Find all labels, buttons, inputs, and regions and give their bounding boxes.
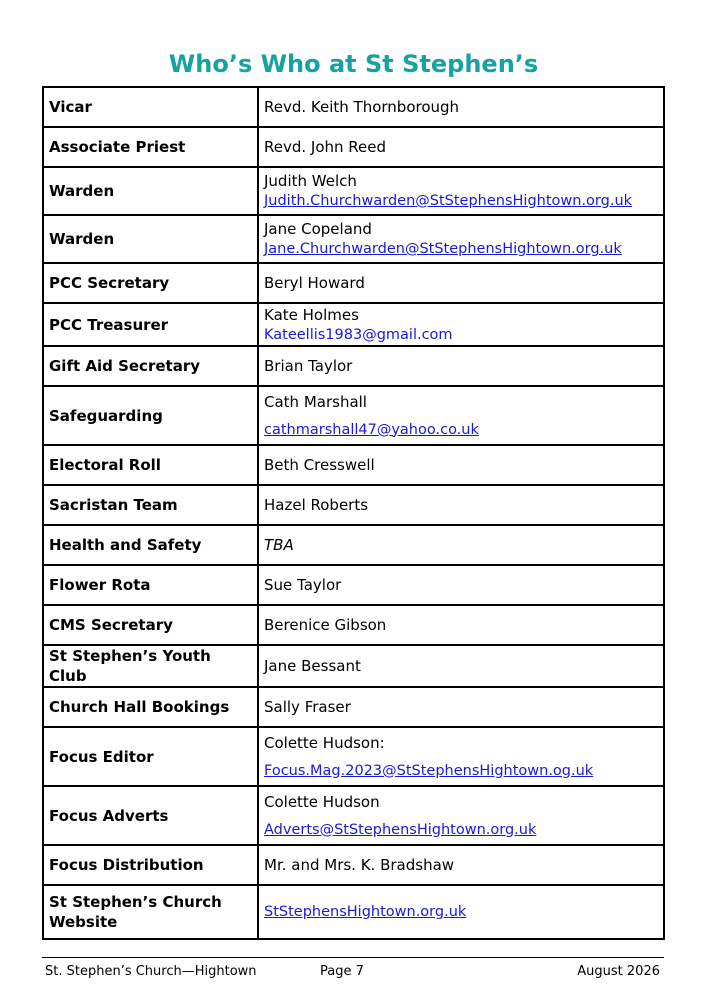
role-label: Associate Priest <box>43 127 258 167</box>
table-row <box>43 786 664 845</box>
table-row <box>43 87 664 127</box>
person-cell <box>258 845 664 885</box>
role-label: Health and Safety <box>43 525 258 565</box>
person-cell <box>258 565 664 605</box>
person-cell <box>258 127 664 167</box>
person-cell <box>258 687 664 727</box>
person-name: Jane Bessant <box>264 657 361 675</box>
table-row <box>43 565 664 605</box>
role-label: Warden <box>43 167 258 215</box>
person-name: Colette Hudson <box>264 792 380 811</box>
role-label: Vicar <box>43 87 258 127</box>
person-cell <box>258 525 664 565</box>
person-name: Beryl Howard <box>264 274 365 292</box>
table-row <box>43 645 664 687</box>
person-cell <box>258 346 664 386</box>
email-link[interactable]: Kateellis1983@gmail.com <box>264 326 453 343</box>
table-row <box>43 167 664 215</box>
table-row <box>43 445 664 485</box>
person-cell <box>258 786 664 845</box>
role-label: Warden <box>43 215 258 263</box>
person-name: Judith Welch <box>264 172 357 190</box>
website-link[interactable]: StStephensHightown.org.uk <box>264 904 467 920</box>
person-name: Jane Copeland <box>264 220 372 238</box>
person-name: Cath Marshall <box>264 392 367 411</box>
person-cell <box>258 445 664 485</box>
person-cell <box>258 727 664 786</box>
role-label: Gift Aid Secretary <box>43 346 258 386</box>
person-name: Sally Fraser <box>264 698 351 716</box>
page-title: Who’s Who at St Stephen’s <box>168 50 539 78</box>
table-row <box>43 485 664 525</box>
email-link[interactable]: Adverts@StStephensHightown.org.uk <box>264 821 537 838</box>
person-cell <box>258 645 664 687</box>
footer-page-number: Page 7 <box>320 964 364 979</box>
table-row <box>43 845 664 885</box>
role-label: St Stephen’s Youth Club <box>43 645 258 687</box>
table-row <box>43 727 664 786</box>
footer-date: August 2026 <box>577 964 660 979</box>
person-cell <box>258 263 664 303</box>
footer-divider <box>42 957 664 958</box>
table-row <box>43 885 664 939</box>
person-cell <box>258 885 664 939</box>
role-label: Focus Adverts <box>43 786 258 845</box>
email-link[interactable]: Judith.Churchwarden@StStephensHightown.org.uk <box>264 193 633 209</box>
person-cell <box>258 386 664 445</box>
table-row <box>43 263 664 303</box>
table-row <box>43 605 664 645</box>
role-label: St Stephen’s Church Website <box>43 885 258 939</box>
person-name: Sue Taylor <box>264 576 342 594</box>
table-row <box>43 215 664 263</box>
role-label: Safeguarding <box>43 386 258 445</box>
role-label: Sacristan Team <box>43 485 258 525</box>
person-cell <box>258 303 664 346</box>
person-name: Revd. Keith Thornborough <box>264 98 460 116</box>
role-label: CMS Secretary <box>43 605 258 645</box>
role-label: Focus Distribution <box>43 845 258 885</box>
person-name: TBA <box>264 536 294 554</box>
role-label: Flower Rota <box>43 565 258 605</box>
role-label: Focus Editor <box>43 727 258 786</box>
table-row <box>43 525 664 565</box>
person-name: Brian Taylor <box>264 357 353 375</box>
person-name: Colette Hudson: <box>264 733 385 752</box>
email-link[interactable]: cathmarshall47@yahoo.co.uk <box>264 421 479 438</box>
person-cell <box>258 87 664 127</box>
role-label: PCC Secretary <box>43 263 258 303</box>
person-cell <box>258 605 664 645</box>
person-cell <box>258 167 664 215</box>
email-link[interactable]: Focus.Mag.2023@StStephensHightown.og.uk <box>264 762 594 779</box>
role-label: Church Hall Bookings <box>43 687 258 727</box>
table-row <box>43 303 664 346</box>
whos-who-table <box>42 86 665 940</box>
table-row <box>43 386 664 445</box>
table-row <box>43 687 664 727</box>
person-name: Mr. and Mrs. K. Bradshaw <box>264 856 455 874</box>
role-label: Electoral Roll <box>43 445 258 485</box>
role-label: PCC Treasurer <box>43 303 258 346</box>
email-link[interactable]: Jane.Churchwarden@StStephensHightown.org.uk <box>264 241 622 257</box>
person-name: Berenice Gibson <box>264 616 387 634</box>
person-name: Hazel Roberts <box>264 496 369 514</box>
footer-church-name: St. Stephen’s Church—Hightown <box>45 964 257 979</box>
person-name: Kate Holmes <box>264 305 359 324</box>
person-cell <box>258 215 664 263</box>
table-row <box>43 127 664 167</box>
person-cell <box>258 485 664 525</box>
person-name: Revd. John Reed <box>264 138 387 156</box>
table-row <box>43 346 664 386</box>
person-name: Beth Cresswell <box>264 456 375 474</box>
